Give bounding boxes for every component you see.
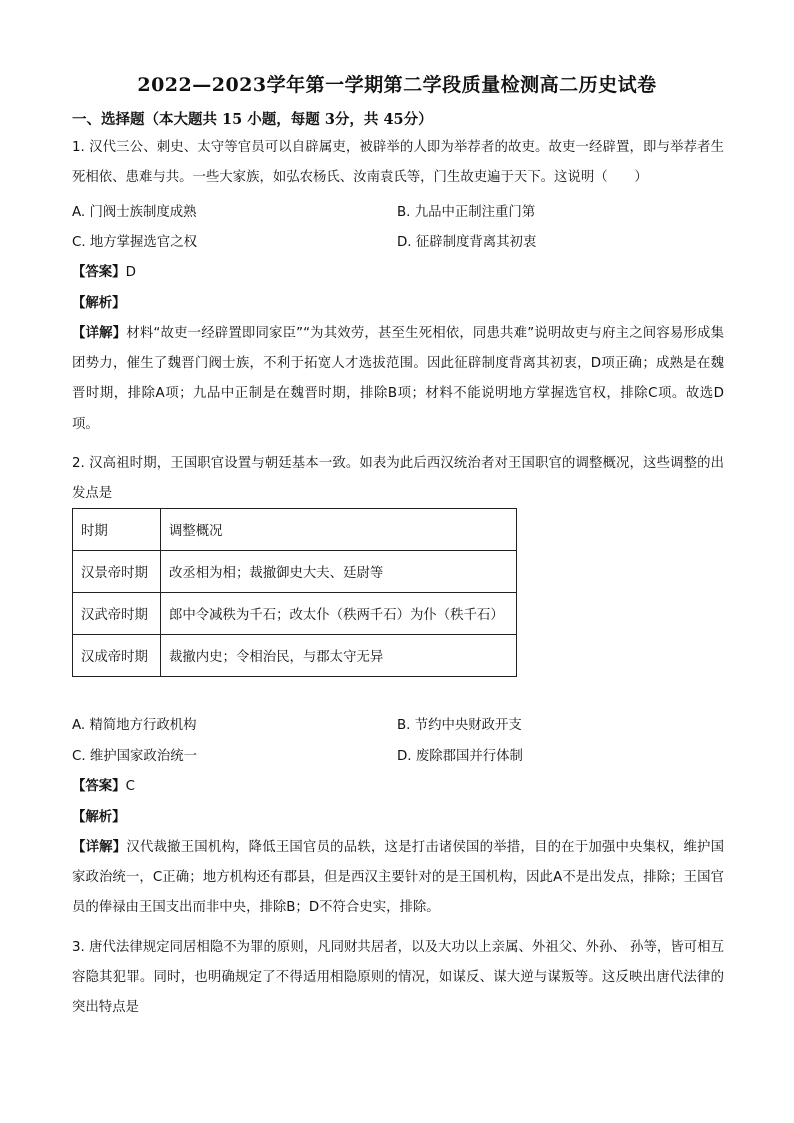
adjustment-table <box>72 508 517 677</box>
q1-analysis-label: 【解析】 <box>72 296 126 311</box>
q2-option-b: B. 节约中央财政开支 <box>397 718 522 733</box>
q1-option-c: C. 地方掌握选官之权 <box>72 235 197 250</box>
q1-option-b: B. 九品中正制注重门第 <box>397 205 536 220</box>
exam-title: 2022—2023学年第一学期第二学段质量检测高二历史试卷 <box>137 74 657 96</box>
q1-detail <box>72 319 724 440</box>
q1-answer <box>72 263 136 283</box>
table-header-cell: 调整概况 <box>161 509 517 551</box>
table-row <box>73 635 517 677</box>
section-heading: 一、选择题（本大题共 15 小题，每题 3分，共 45分） <box>72 111 433 128</box>
table-cell: 改丞相为相；裁撤御史大夫、廷尉等 <box>161 551 517 593</box>
table-cell: 汉武帝时期 <box>73 593 161 635</box>
q2-option-d: D. 废除郡国并行体制 <box>397 749 523 764</box>
table-cell: 郎中令减秩为千石；改太仆（秩两千石）为仆（秩千石） <box>161 593 517 635</box>
q2-option-a: A. 精简地方行政机构 <box>72 718 197 733</box>
q2-answer-value: C <box>125 779 135 794</box>
question-1-stem: 1. 汉代三公、刺史、太守等官员可以自辟属吏，被辟举的人即为举荐者的故吏。故吏一经辟置，即与举荐者生死相依、患难与共。一些大家族，如弘农杨氏、汝南袁氏等，门生故吏遍于天下。这说明（ ） <box>72 140 724 186</box>
q2-answer <box>72 777 135 797</box>
q2-detail-label: 【详解】 <box>72 840 127 855</box>
table-row <box>73 593 517 635</box>
table-header-row <box>73 509 517 551</box>
question-3-stem: 3. 唐代法律规定同居相隐不为罪的原则，凡同财共居者，以及大功以上亲属、外祖父、外孙、 孙等，皆可相互容隐其犯罪。同时，也明确规定了不得适用相隐原则的情况，如谋反、谋大逆与谋叛等。这反映出唐代法律的突出特点是 <box>72 940 724 1016</box>
q1-answer-label: 【答案】 <box>72 265 126 280</box>
q1-option-a: A. 门阀士族制度成熟 <box>72 205 197 220</box>
q1-detail-text: 材料“故吏一经辟置即同家臣”“为其效劳，甚至生死相依，同患共难”说明故吏与府主之间容易形成集团势力，催生了魏晋门阀士族，不利于拓宽人才选拔范围。因此征辟制度背离其初衷，D项正确；成熟是在魏晋时期，排除A项；九品中正制是在魏晋时期，排除B项；材料不能说明地方掌握选官权，排除C项。故选D项。 <box>72 326 725 432</box>
question-2-stem: 2. 汉高祖时期，王国职官设置与朝廷基本一致。如表为此后西汉统治者对王国职官的调整概况，这些调整的出发点是 <box>72 456 724 502</box>
q2-analysis-label: 【解析】 <box>72 810 126 825</box>
q1-answer-value: D <box>125 265 136 280</box>
q1-detail-label: 【详解】 <box>72 326 127 341</box>
q2-detail-text: 汉代裁撤王国机构，降低王国官员的品轶，这是打击诸侯国的举措，目的在于加强中央集权，维护国家政治统一，C正确；地方机构还有郡县，但是西汉主要针对的是王国机构，因此A不是出发点，排除；王国官员的俸禄由王国支出而非中央，排除B；D不符合史实，排除。 <box>72 840 725 916</box>
q2-answer-label: 【答案】 <box>72 779 126 794</box>
table-cell: 汉成帝时期 <box>73 635 161 677</box>
table-cell: 汉景帝时期 <box>73 551 161 593</box>
q1-option-d: D. 征辟制度背离其初衷 <box>397 235 537 250</box>
q2-option-c: C. 维护国家政治统一 <box>72 749 197 764</box>
table-row <box>73 551 517 593</box>
table-header-cell: 时期 <box>73 509 161 551</box>
q2-detail <box>72 833 724 924</box>
table-cell: 裁撤内史；令相治民，与郡太守无异 <box>161 635 517 677</box>
